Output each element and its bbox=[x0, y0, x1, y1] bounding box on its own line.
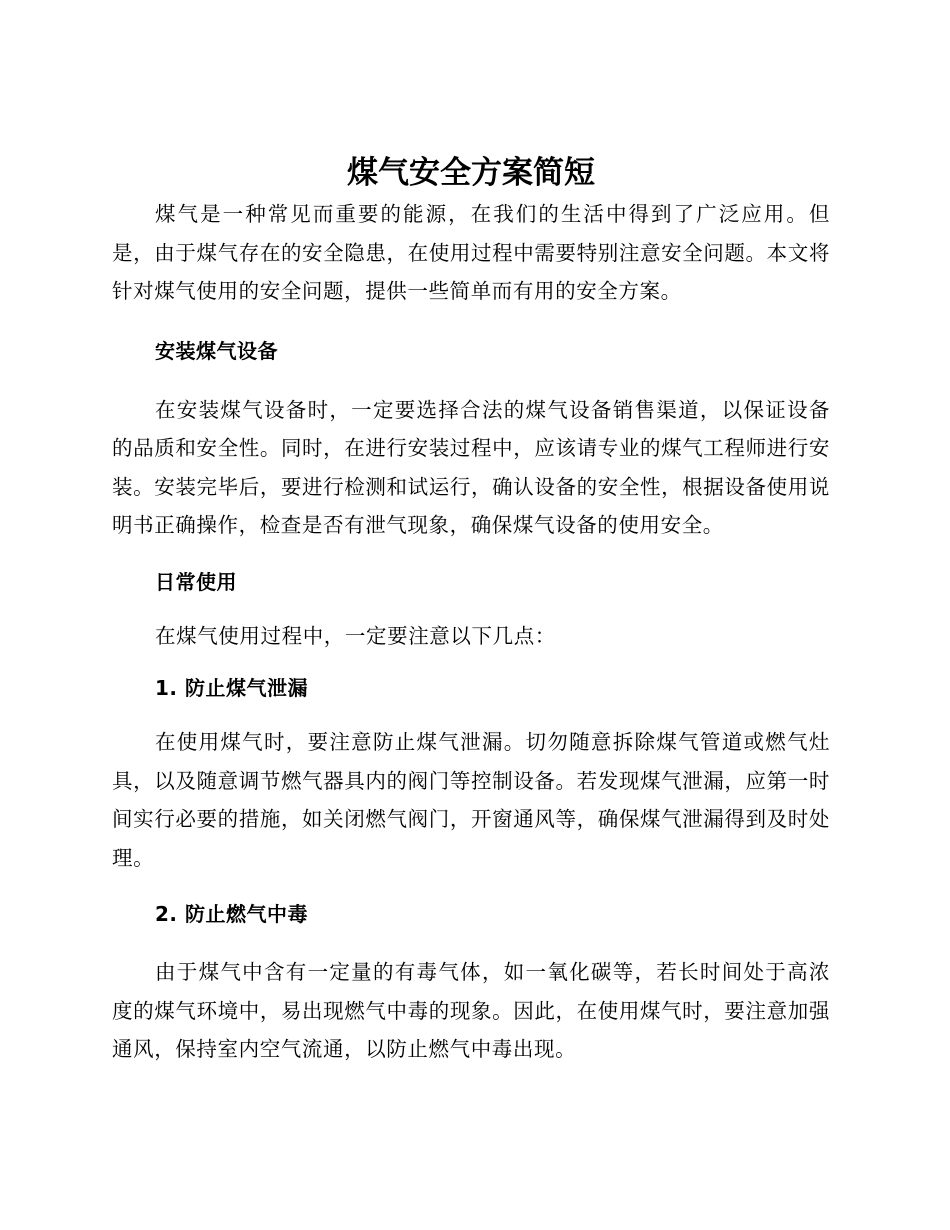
intro-paragraph: 煤气是一种常见而重要的能源，在我们的生活中得到了广泛应用。但是，由于煤气存在的安全隐患，在使用过程中需要特别注意安全问题。本文将针对煤气使用的安全问题，提供一些简单而有用的安全方案。 bbox=[112, 202, 830, 303]
section-heading-prevent-leak: 1. 防止煤气泄漏 bbox=[155, 676, 308, 700]
section-body-daily-use: 在煤气使用过程中，一定要注意以下几点： bbox=[155, 623, 556, 648]
section-heading-install: 安装煤气设备 bbox=[155, 338, 278, 363]
document-page bbox=[112, 152, 830, 1069]
document-title: 煤气安全方案简短 bbox=[347, 155, 595, 191]
section-heading-prevent-poisoning: 2. 防止燃气中毒 bbox=[155, 902, 308, 926]
section-body-prevent-poisoning: 由于煤气中含有一定量的有毒气体，如一氧化碳等，若长时间处于高浓度的煤气环境中，易出现燃气中毒的现象。因此，在使用煤气时，要注意加强通风，保持室内空气流通，以防止燃气中毒出现。 bbox=[112, 960, 830, 1061]
section-body-prevent-leak: 在使用煤气时，要注意防止煤气泄漏。切勿随意拆除煤气管道或燃气灶具，以及随意调节燃气器具内的阀门等控制设备。若发现煤气泄漏，应第一时间实行必要的措施，如关闭燃气阀门，开窗通风等，确保煤气泄漏得到及时处理。 bbox=[112, 730, 830, 870]
section-heading-daily-use: 日常使用 bbox=[155, 569, 237, 594]
section-body-install: 在安装煤气设备时，一定要选择合法的煤气设备销售渠道，以保证设备的品质和安全性。同时，在进行安装过程中，应该请专业的煤气工程师进行安装。安装完毕后，要进行检测和试运行，确认设备的安全性，根据设备使用说明书正确操作，检查是否有泄气现象，确保煤气设备的使用安全。 bbox=[112, 397, 830, 537]
